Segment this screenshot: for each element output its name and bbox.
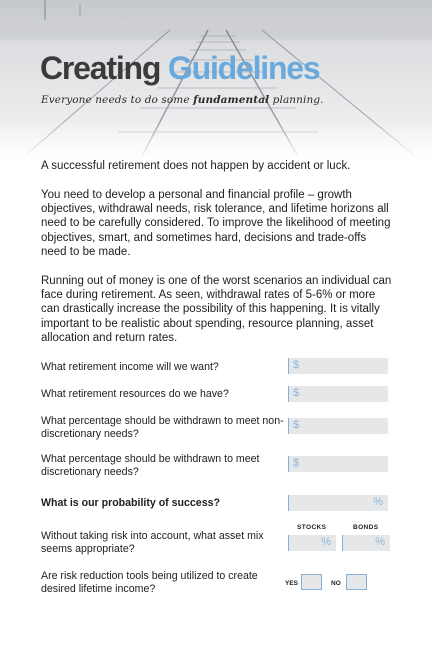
dollar-prefix: $ — [293, 387, 300, 399]
bonds-percent-input[interactable] — [342, 535, 390, 551]
risk-paragraph: Running out of money is one of the worst scenarios an individual can face during retirement. As seen, withdrawal rates of 5-6% or more can drastically increase the possibility of this happening. It is vitally important to be realistic about spending, resource planning, asset allocation and return rates. — [41, 275, 392, 344]
intro-paragraph: A successful retirement does not happen by accident or luck. — [41, 160, 351, 172]
no-checkbox[interactable] — [346, 574, 367, 590]
success-probability-input[interactable] — [288, 495, 388, 511]
page-title — [40, 52, 320, 84]
no-label: NO — [331, 580, 341, 587]
question-discretionary-label: What percentage should be withdrawn to meet discretionary needs? — [41, 453, 260, 478]
yes-checkbox[interactable] — [301, 574, 322, 590]
stocks-percent-input[interactable] — [288, 535, 336, 551]
dollar-prefix: $ — [293, 359, 300, 371]
stocks-column-label: STOCKS — [297, 524, 327, 531]
dollar-prefix: $ — [293, 457, 300, 469]
resources-input[interactable] — [288, 386, 388, 402]
title-word-creating: Creating — [40, 50, 161, 86]
percent-suffix: % — [375, 536, 385, 548]
income-input[interactable] — [288, 358, 388, 374]
question-resources-label: What retirement resources do we have? — [41, 388, 229, 400]
bonds-column-label: BONDS — [353, 524, 379, 531]
question-income-label: What retirement income will we want? — [41, 361, 219, 373]
yes-label: YES — [285, 580, 299, 587]
percent-suffix: % — [373, 496, 383, 508]
discretionary-input[interactable] — [288, 456, 388, 472]
question-asset-mix-label: Without taking risk into account, what asset mix seems appropriate? — [41, 530, 264, 555]
title-word-guidelines: Guidelines — [167, 50, 320, 86]
profile-paragraph: You need to develop a personal and financial profile – growth objectives, withdrawal needs, risk tolerance, and lifetime horizons all need to be carefully considered. To improve the likelihood of meeting objectives, smart, and sometimes hard, decisions and trade-offs need to be made. — [41, 189, 391, 258]
question-risk-tools-label: Are risk reduction tools being utilized to create desired lifetime income? — [41, 570, 258, 595]
question-non-discretionary-label: What percentage should be withdrawn to meet non-discretionary needs? — [41, 415, 284, 440]
dollar-prefix: $ — [293, 419, 300, 431]
question-success-label: What is our probability of success? — [41, 497, 220, 509]
percent-suffix: % — [321, 536, 331, 548]
non-discretionary-input[interactable] — [288, 418, 388, 434]
tagline: Everyone needs to do some fundamental planning. — [41, 94, 324, 106]
